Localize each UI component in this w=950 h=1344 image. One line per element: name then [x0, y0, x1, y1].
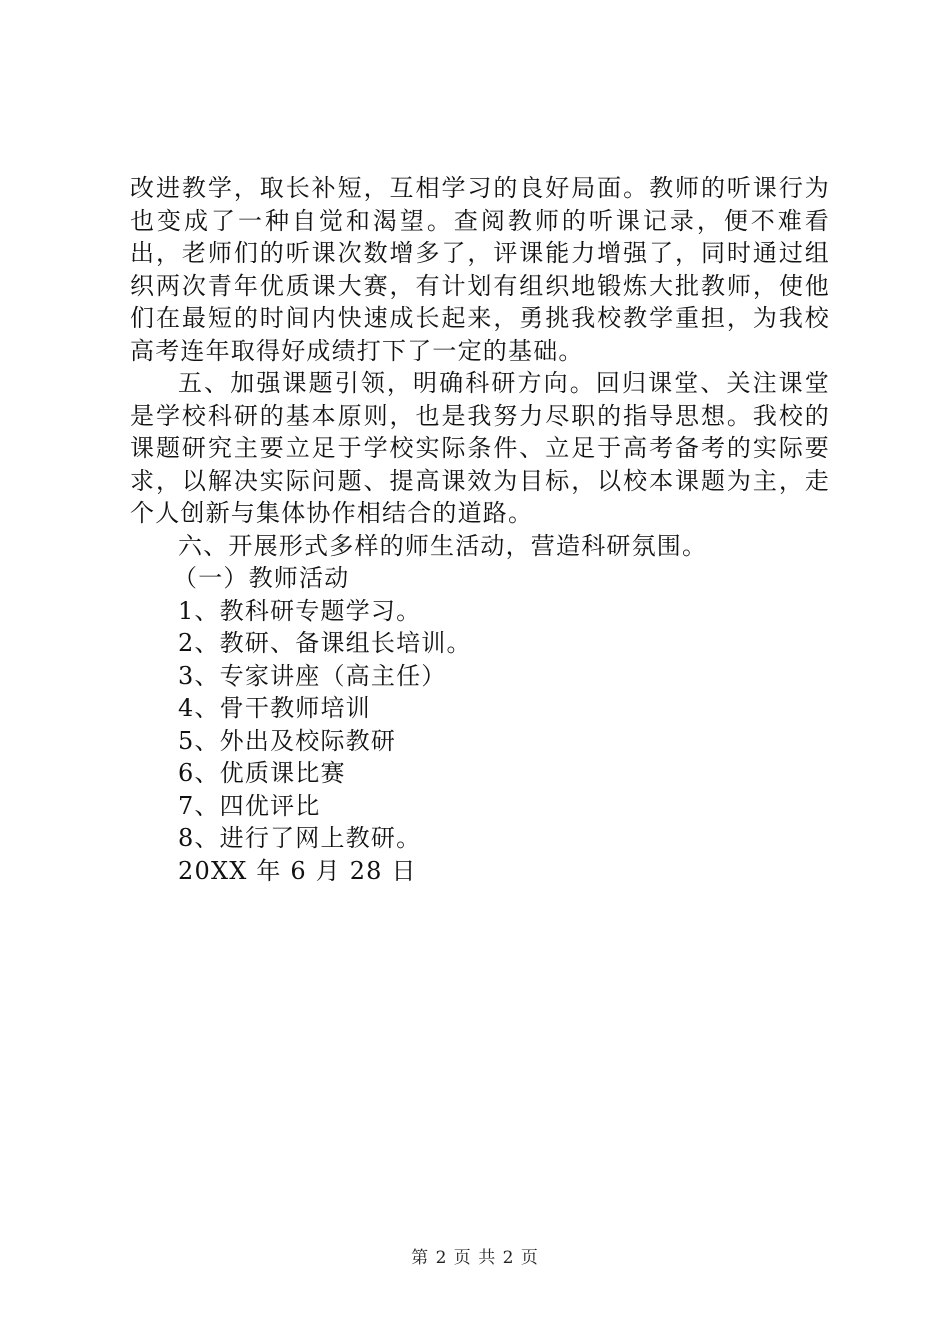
list-item: 7、四优评比 — [178, 791, 321, 820]
list-item: 6、优质课比赛 — [178, 759, 346, 787]
paragraph-section-five: 五、加强课题引领，明确科研方向。回归课堂、关注课堂是学校科研的基本原则，也是我努力尽职的指导思想。我校的课题研究主要立足于学校实际条件、立足于高考备考的实际要求，以解决实际问题、提高课效为目标，以校本课题为主，走个人创新与集体协作相结合的道路。 — [130, 369, 830, 527]
list-item: 2、教研、备课组长培训。 — [178, 629, 472, 657]
section-heading-six: 六、开展形式多样的师生活动，营造科研氛围。 — [178, 531, 708, 560]
document-body — [130, 172, 830, 887]
list-item: 8、进行了网上教研。 — [178, 824, 422, 852]
subheading-teacher-activities: （一）教师活动 — [173, 564, 350, 592]
list-item: 3、专家讲座（高主任） — [178, 661, 447, 690]
list-item: 5、外出及校际教研 — [178, 726, 397, 755]
list-item: 4、骨干教师培训 — [178, 694, 371, 722]
document-date: 20XX 年 6 月 28 日 — [178, 856, 417, 885]
paragraph-continuation: 改进教学，取长补短，互相学习的良好局面。教师的听课行为也变成了一种自觉和渴望。查阅教师的听课记录，便不难看出，老师们的听课次数增多了，评课能力增强了，同时通过组织两次青年优质课大赛，有计划有组织地锻炼大批教师，使他们在最短的时间内快速成长起来，勇挑我校教学重担，为我校高考连年取得好成绩打下了一定的基础。 — [130, 174, 830, 365]
list-item: 1、教科研专题学习。 — [178, 596, 422, 625]
page-number-footer: 第 2 页 共 2 页 — [411, 1248, 539, 1268]
